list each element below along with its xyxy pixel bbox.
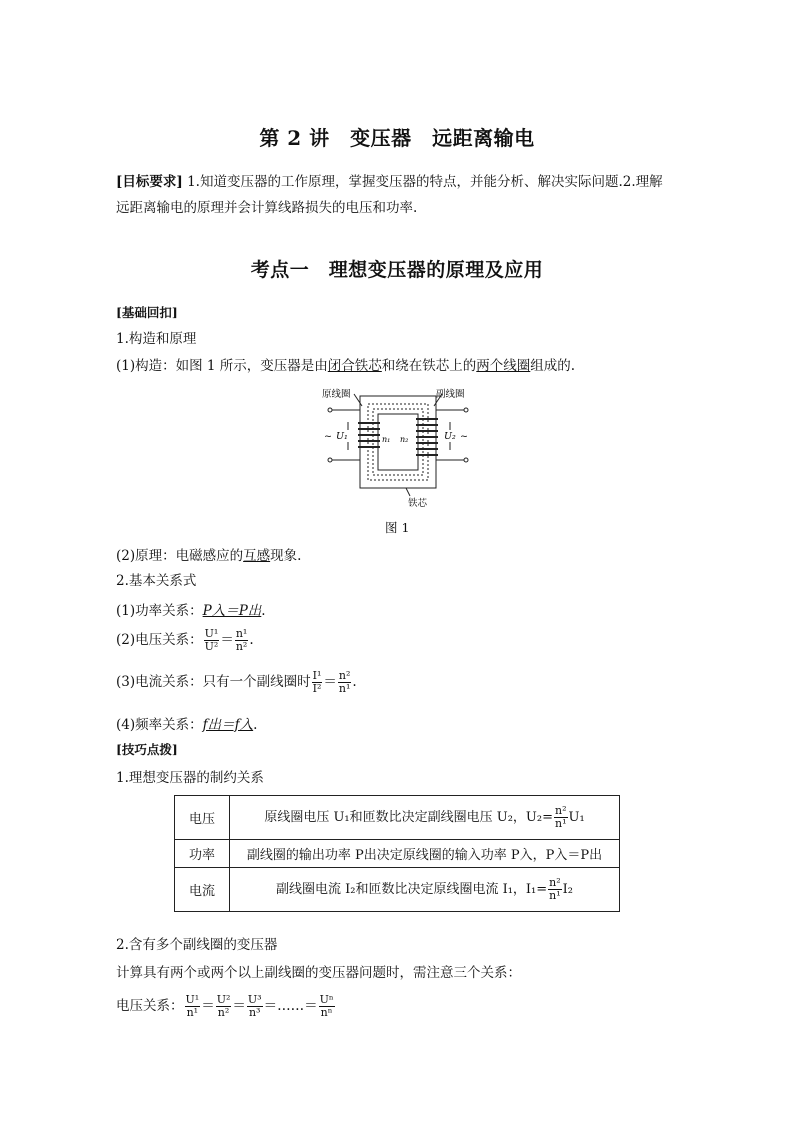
basics-heading-2: 2.基本关系式 bbox=[116, 573, 197, 589]
table-value: 原线圈电压 U₁和匝数比决定副线圈电压 U₂，U₂= $\frac{\text{n²}}{\text{n¹}}$ U₁ bbox=[230, 796, 620, 840]
page-title: 第 2 讲 变压器 远距离输电 bbox=[259, 126, 535, 150]
principle-underline: 互感 bbox=[243, 548, 271, 564]
secondary-ac-symbol: ~ bbox=[460, 431, 468, 442]
frequency-equation: f出＝f入 bbox=[202, 717, 254, 733]
terminal-4 bbox=[464, 458, 468, 462]
current-fraction-right: $\frac{\text{n²}}{\text{n¹}}$ bbox=[338, 669, 351, 695]
multi-voltage-label: 电压关系： bbox=[116, 998, 184, 1014]
multi-voltage-equation: $\frac{\text{U¹}}{\text{n¹}}$ ＝ $\frac{\text{U²}}{\text{n²}}$ ＝ $\frac{\text{U³}}{\text{n³}}$ ＝……＝ $\frac{\text{Uⁿ}}{\text{nⁿ}}$ bbox=[185, 993, 334, 1019]
table-value: 副线圈电流 I₂和匝数比决定原线圈电流 I₁，I₁= $\frac{\text{n²}}{\text{n¹}}$ I₂ bbox=[230, 868, 620, 912]
voltage-fraction-left: $\frac{\text{U¹}}{\text{U²}}$ bbox=[204, 627, 219, 653]
tips-heading-2: 2.含有多个副线圈的变压器 bbox=[116, 937, 278, 953]
flux-path-inner bbox=[373, 409, 423, 475]
power-equation: P入＝P出 bbox=[202, 603, 262, 619]
power-relation: (1)功率关系：P入＝P出. bbox=[116, 603, 266, 619]
current-fraction-left: $\frac{\text{I¹}}{\text{I²}}$ bbox=[312, 669, 322, 695]
constraint-table bbox=[174, 795, 620, 912]
voltage-relation: (2)电压关系： $\frac{\text{U¹}}{\text{U²}}$ ＝ $\frac{\text{n¹}}{\text{n²}}$ . bbox=[116, 627, 254, 653]
n2-label: n₂ bbox=[400, 435, 409, 444]
structure-underline-core: 闭合铁芯 bbox=[327, 358, 382, 374]
goal-text-1: 1.知道变压器的工作原理，掌握变压器的特点，并能分析、解决实际问题.2.理解 bbox=[187, 174, 663, 190]
table-value: 副线圈的输出功率 P出决定原线圈的输入功率 P入，P入＝P出 bbox=[230, 840, 620, 868]
goal-line-1 bbox=[116, 173, 663, 191]
structure-text-b: 和绕在铁芯上的 bbox=[381, 358, 477, 374]
voltage-ratio-fraction: $\frac{\text{U³}}{\text{n³}}$ bbox=[247, 993, 262, 1019]
figure-caption: 图 1 bbox=[385, 520, 410, 535]
current-label: (3)电流关系：只有一个副线圈时 bbox=[116, 674, 311, 690]
structure-text-c: 组成的. bbox=[530, 358, 576, 374]
structure-paragraph bbox=[116, 357, 575, 375]
voltage-ratio-fraction: $\frac{\text{Uⁿ}}{\text{nⁿ}}$ bbox=[319, 993, 334, 1019]
voltage-ratio-fraction: $\frac{\text{U²}}{\text{n²}}$ bbox=[216, 993, 231, 1019]
multi-voltage-relation bbox=[116, 994, 336, 1019]
secondary-coil-label: 副线圈 bbox=[436, 389, 465, 400]
tips-heading-1: 1.理想变压器的制约关系 bbox=[116, 770, 264, 786]
core-label: 铁芯 bbox=[408, 498, 428, 509]
table-row bbox=[175, 796, 620, 840]
voltage-fraction-right: $\frac{\text{n¹}}{\text{n²}}$ bbox=[235, 627, 248, 653]
secondary-coil bbox=[416, 418, 438, 456]
goal-label: [目标要求] bbox=[116, 174, 183, 190]
principle-text-b: 现象. bbox=[270, 548, 302, 564]
primary-ac-symbol: ~ bbox=[324, 431, 332, 442]
current-relation: (3)电流关系：只有一个副线圈时 $\frac{\text{I¹}}{\text{I²}}$ ＝ $\frac{\text{n²}}{\text{n¹}}$ . bbox=[116, 669, 357, 695]
tips-paragraph: 计算具有两个或两个以上副线圈的变压器问题时，需注意三个关系： bbox=[116, 965, 521, 981]
basics-heading-1: 1.构造和原理 bbox=[116, 331, 197, 347]
n1-label: n₁ bbox=[382, 435, 391, 444]
primary-coil-label: 原线圈 bbox=[322, 389, 351, 400]
principle-paragraph bbox=[116, 547, 301, 565]
u2-label: U₂ bbox=[444, 431, 456, 442]
voltage-label: (2)电压关系： bbox=[116, 632, 203, 648]
transformer-figure bbox=[318, 384, 478, 510]
table-key: 电流 bbox=[175, 868, 230, 912]
ellipsis: …… bbox=[277, 998, 305, 1014]
principle-text-a: (2)原理：电磁感应的 bbox=[116, 548, 244, 564]
primary-coil bbox=[358, 422, 380, 448]
table-row bbox=[175, 868, 620, 912]
table-key: 电压 bbox=[175, 796, 230, 840]
frequency-label: (4)频率关系： bbox=[116, 717, 203, 733]
voltage-ratio-fraction: $\frac{\text{U¹}}{\text{n¹}}$ bbox=[185, 993, 200, 1019]
frequency-relation: (4)频率关系：f出＝f入. bbox=[116, 717, 258, 733]
tips-label: [技巧点拨] bbox=[116, 742, 178, 757]
terminal-3 bbox=[464, 408, 468, 412]
u1-label: U₁ bbox=[336, 431, 348, 442]
table-row bbox=[175, 840, 620, 868]
terminal-1 bbox=[328, 408, 332, 412]
power-label: (1)功率关系： bbox=[116, 603, 203, 619]
goal-text-2: 远距离输电的原理并会计算线路损失的电压和功率. bbox=[116, 200, 418, 216]
structure-text-a: (1)构造：如图 1 所示，变压器是由 bbox=[116, 358, 328, 374]
basics-label: [基础回扣] bbox=[116, 305, 178, 320]
terminal-2 bbox=[328, 458, 332, 462]
table-key: 功率 bbox=[175, 840, 230, 868]
structure-underline-coils: 两个线圈 bbox=[476, 358, 531, 374]
section-title: 考点一 理想变压器的原理及应用 bbox=[250, 259, 544, 281]
